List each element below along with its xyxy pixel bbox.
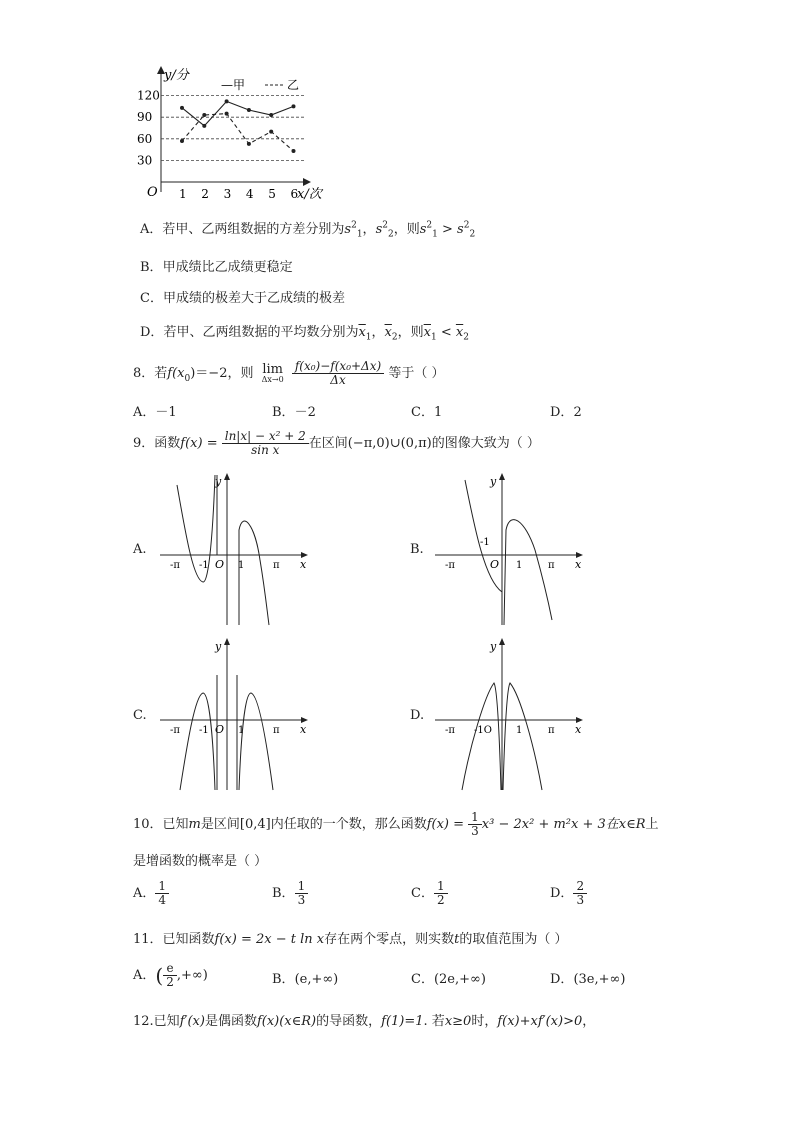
graph-c-neg1: -1 — [199, 725, 209, 736]
graph-c-o: O — [215, 723, 225, 736]
graph-a-pi: π — [273, 560, 280, 571]
q7-a-gt: > — [437, 222, 458, 237]
y-tick-label: 90 — [137, 110, 153, 125]
q8-opt-text: －1 — [155, 405, 177, 420]
graph-a-neg1: -1 — [199, 560, 209, 571]
q7-b-label: B． — [140, 260, 163, 275]
q11-tail2: 的取值范围为（ ） — [459, 932, 568, 947]
q11-option-a — [133, 962, 208, 989]
q11-c-text: (2e,+∞) — [433, 972, 486, 987]
graph-c-negpi: -π — [170, 725, 180, 736]
q12-ineq: f(x)+xf′(x)>0 — [497, 1014, 583, 1029]
graph-d-y: y — [490, 640, 497, 653]
q8-opt-label: D． — [550, 405, 574, 420]
q11-a-den: 2 — [166, 975, 174, 990]
q9-graph-d — [430, 635, 590, 795]
q10-option-a — [133, 880, 169, 907]
q7-d-x2b: $\overline{x}$ — [455, 325, 464, 340]
q7-a-sep: ， — [362, 222, 376, 237]
series-line-yi — [182, 114, 294, 151]
data-point — [292, 104, 296, 108]
score-line-chart — [135, 62, 335, 207]
graph-a-negpi: -π — [170, 560, 180, 571]
q8-opt-label: C． — [411, 405, 434, 420]
graph-c-curve-left — [180, 693, 215, 790]
q11-stem — [133, 928, 568, 947]
q10-frac-den: 3 — [471, 824, 479, 839]
legend-series-a: —甲 — [221, 78, 246, 92]
q7-a-s4: s — [457, 222, 464, 237]
data-point — [202, 113, 206, 117]
q8-option-c — [411, 401, 442, 420]
q12-mid4: 时， — [471, 1014, 498, 1029]
data-point — [225, 99, 229, 103]
q10-m: m — [188, 817, 201, 833]
graph-a-1: 1 — [238, 560, 245, 571]
q8-opt-text: 2 — [573, 405, 582, 420]
graph-d-pi: π — [548, 725, 555, 736]
q9-stem — [133, 430, 540, 457]
q10-number: 10．已知 — [133, 817, 189, 833]
q11-a-num: e — [163, 962, 177, 976]
data-point — [202, 124, 206, 128]
q10-opt-num: 1 — [155, 880, 169, 894]
q10-expr: x³ − 2x² + m²x + 3在 — [481, 817, 619, 833]
q11-d-text: (3e,+∞) — [573, 972, 626, 987]
q9-frac-num: ln|x| − x² + 2 — [222, 430, 309, 444]
q11-d-label: D． — [550, 972, 574, 987]
graph-b-1: 1 — [516, 560, 523, 571]
q10-f: f(x) = — [426, 817, 469, 833]
x-tick-label: 4 — [245, 187, 254, 201]
q9-graph-b — [430, 470, 590, 630]
q11-b-label: B． — [272, 972, 295, 987]
q12-end: ， — [582, 1014, 596, 1029]
q10-opt-label: D． — [550, 886, 574, 902]
q11-tail: 存在两个零点，则实数 — [324, 932, 455, 947]
data-point — [269, 113, 273, 117]
q12-f1: f(1)=1 — [381, 1014, 424, 1029]
q8-opt-text: －2 — [294, 405, 316, 420]
q7-d-x2: $\overline{x}$ — [384, 325, 392, 340]
q7-d-x1b: $\overline{x}$ — [423, 325, 431, 340]
graph-c-1: 1 — [238, 725, 245, 736]
q11-a-pre: ( — [155, 963, 164, 988]
y-tick-label: 30 — [137, 153, 153, 168]
q8-option-a — [133, 401, 177, 420]
q10-option-c — [411, 880, 448, 907]
q10-opt-den: 4 — [158, 893, 167, 908]
q7-d-x1: $\overline{x}$ — [358, 325, 366, 340]
q10-opt-den: 2 — [436, 893, 445, 908]
q10-opt-label: B． — [272, 886, 295, 902]
x-tick-label: 2 — [201, 187, 209, 201]
graph-d-curve-right — [503, 683, 542, 790]
graph-a-x: x — [300, 558, 307, 571]
x-axis-arrow — [303, 178, 311, 186]
q12-mid2: 的导函数， — [316, 1014, 382, 1029]
q10-line2: 是增函数的概率是（ ） — [133, 854, 268, 869]
q7-d-lt: < — [436, 325, 456, 340]
q12-stem — [133, 1010, 595, 1029]
q7-c-text: 甲成绩的极差大于乙成绩的极差 — [162, 291, 345, 306]
x-tick-label: 6 — [290, 187, 299, 201]
graph-c-y: y — [215, 640, 222, 653]
q9-fx: f(x) = — [180, 436, 222, 452]
legend-series-b: 乙 — [287, 78, 300, 92]
y-tick-label: 60 — [137, 131, 153, 146]
q8-cond2: )＝−2，则 — [190, 366, 254, 382]
q8-frac-num: f(x₀)−f(x₀+Δx) — [292, 360, 384, 374]
graph-b-y: y — [490, 475, 497, 488]
q8-cond: f(x — [167, 366, 185, 382]
q10-opt-den: 3 — [576, 893, 585, 908]
q10-opt-num: 1 — [434, 880, 448, 894]
x-axis-label: x/次 — [297, 187, 322, 202]
q7-b-text: 甲成绩比乙成绩更稳定 — [162, 260, 293, 275]
graph-b-neg1: -1 — [480, 537, 490, 548]
q11-a-text: ,+∞) — [176, 968, 208, 984]
series-line-jia — [182, 101, 294, 125]
q7-d-label: D． — [140, 325, 164, 340]
q8-opt-text: 1 — [433, 405, 443, 420]
q12-fp: f′(x) — [179, 1014, 205, 1029]
q7-d-text: 若甲、乙两组数据的平均数分别为 — [163, 325, 359, 340]
graph-c-x: x — [300, 723, 307, 736]
q7-c-label: C． — [140, 291, 163, 306]
graph-a-curve-right — [239, 521, 269, 625]
q7-a-s3: s — [419, 222, 427, 237]
x-tick-label: 5 — [268, 187, 276, 201]
q8-tail: 等于（ ） — [388, 366, 445, 382]
q7-d-then: ，则 — [397, 325, 424, 340]
q8-opt-label: A． — [133, 405, 156, 420]
q9-graph-a — [155, 470, 315, 630]
q8-lim-sub: Δx→0 — [261, 375, 284, 385]
q10-option-d — [550, 880, 587, 907]
q12-mid3: . 若 — [423, 1014, 445, 1029]
q10-opt-label: A． — [133, 886, 156, 902]
data-point — [247, 108, 251, 112]
graph-b-negpi: -π — [445, 560, 455, 571]
q11-option-d — [550, 968, 625, 987]
q10-frac-num: 1 — [468, 811, 482, 825]
q8-option-d — [550, 401, 582, 420]
q12-mid: 是偶函数 — [204, 1014, 257, 1029]
q11-b-text: (e,+∞) — [294, 972, 339, 987]
q11-option-b — [272, 968, 338, 987]
q11-option-c — [411, 968, 486, 987]
graph-a-y: y — [215, 475, 222, 488]
q11-t: t — [454, 932, 460, 947]
q7-a-label: A． — [140, 222, 163, 237]
q10-option-b — [272, 880, 308, 907]
q10-line1 — [133, 811, 659, 838]
q12-cond: x≥0 — [444, 1014, 472, 1029]
q12-fx: f(x)(x∈R) — [256, 1014, 317, 1029]
q9-number: 9．函数 — [133, 436, 181, 452]
data-point — [292, 149, 296, 153]
q11-c-label: C． — [411, 972, 434, 987]
q8-stem: 8．若$f(x_0)=-2$，则 lim Δx→0 $\frac{\text{f(x₀)−f(x₀+Δx)}}{\Delta x}$ 等于（ ） — [133, 359, 445, 388]
q9-graph-c — [155, 635, 315, 795]
q7-a-then: ，则 — [393, 222, 420, 237]
graph-c-curve-right — [239, 693, 273, 790]
q11-f: f(x) = 2x − t ln x — [214, 932, 325, 947]
x-tick-label: 3 — [223, 187, 232, 201]
q10-xr: x∈R — [618, 817, 646, 833]
graph-d-negpi: -π — [445, 725, 455, 736]
data-point — [180, 106, 184, 110]
graph-c-pi: π — [273, 725, 280, 736]
q8-lim: lim — [262, 362, 283, 378]
q10-opt-den: 3 — [297, 893, 306, 908]
q11-a-label: A． — [133, 968, 156, 984]
q10-mid: 是区间[0,4]内任取的一个数，那么函数 — [200, 817, 427, 833]
q9-option-d-label: D. — [410, 708, 425, 723]
q7-a-s1: s — [344, 222, 352, 237]
q7-option-c — [140, 287, 345, 306]
q10-end: 上 — [645, 817, 659, 833]
graph-b-pi: π — [548, 560, 555, 571]
q8-frac-den: Δx — [330, 373, 346, 388]
graph-d-curve-left — [462, 683, 501, 790]
q9-option-b-label: B. — [410, 542, 424, 557]
graph-d-x: x — [575, 723, 582, 736]
graph-b-x: x — [575, 558, 582, 571]
q9-option-a-label: A. — [133, 542, 147, 557]
q8-option-b — [272, 401, 316, 420]
q7-a-text: 若甲、乙两组数据的方差分别为 — [162, 222, 345, 237]
graph-b-o: O — [490, 558, 500, 571]
data-point — [269, 130, 273, 134]
q7-a-s2: s — [375, 222, 383, 237]
q9-tail: 在区间(−π,0)∪(0,π)的图像大致为（ ） — [308, 436, 540, 452]
q8-opt-label: B． — [272, 405, 295, 420]
data-point — [225, 112, 229, 116]
q9-frac-den: sin x — [251, 443, 280, 458]
origin-label: O — [147, 185, 158, 200]
data-point — [247, 142, 251, 146]
graph-d-1: 1 — [516, 725, 523, 736]
graph-a-o: O — [215, 558, 225, 571]
q7-option-b — [140, 256, 293, 275]
graph-d-neg1o: -1O — [474, 725, 492, 736]
y-axis-label: y/分 — [164, 68, 189, 83]
q12-number: 12.已知 — [133, 1014, 180, 1029]
data-point — [180, 139, 184, 143]
q10-opt-num: 1 — [295, 880, 309, 894]
graph-b-curve-right — [504, 520, 552, 625]
y-tick-label: 120 — [137, 88, 160, 103]
q7-option-d: D．若甲、乙两组数据的平均数分别为$\overline{x}_1$，$\overline{x}_2$，则$\overline{x}_1 < \overline{x}_2$ — [140, 325, 469, 343]
graph-a-curve-left — [177, 475, 215, 582]
q11-number: 11．已知函数 — [133, 932, 215, 947]
q7-option-a: A．若甲、乙两组数据的方差分别为$s^2_1$，$s^2_2$，则$s^2_1 > s^2_2$ — [140, 220, 476, 240]
q8-number: 8．若 — [133, 366, 168, 382]
q10-opt-label: C． — [411, 886, 434, 902]
graph-b-curve-left — [465, 480, 502, 592]
q9-option-c-label: C. — [133, 708, 147, 723]
x-tick-label: 1 — [179, 187, 187, 201]
q10-opt-num: 2 — [573, 880, 587, 894]
